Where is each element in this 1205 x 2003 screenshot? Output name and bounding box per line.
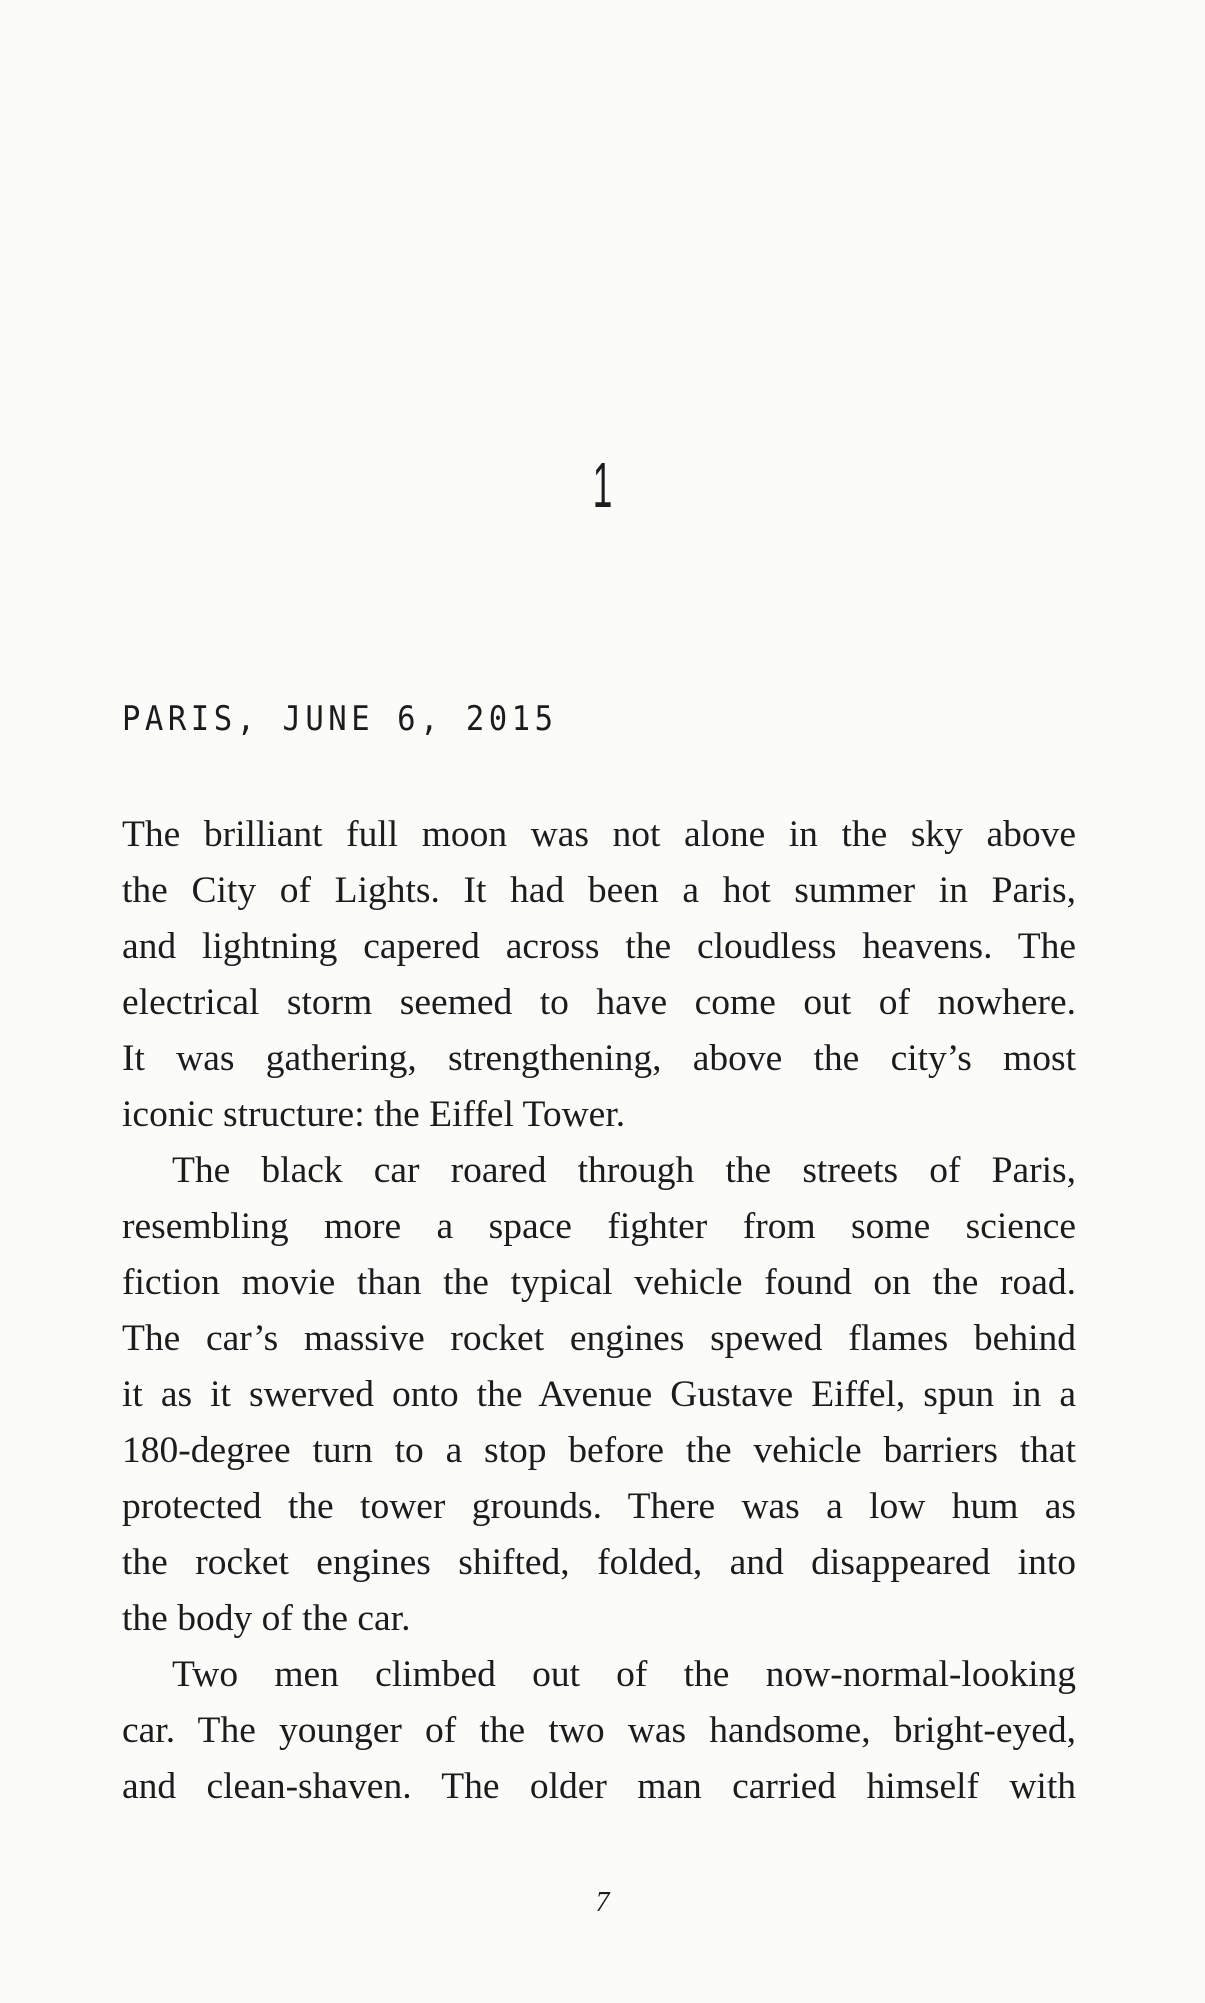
page-number: 7: [595, 1887, 610, 1918]
text-line: protected the tower grounds. There was a low hum as: [122, 1486, 1076, 1527]
text-line: electrical storm seemed to have come out of nowhere.: [122, 982, 1076, 1023]
text-line: car. The younger of the two was handsome, bright-eyed,: [122, 1710, 1076, 1751]
paragraph-1: [122, 807, 1076, 1143]
text-line: iconic structure: the Eiffel Tower.: [122, 1094, 626, 1135]
chapter-number: 1: [592, 449, 613, 521]
text-line: the rocket engines shifted, folded, and disappeared into: [122, 1542, 1076, 1583]
text-line: fiction movie than the typical vehicle found on the road.: [122, 1262, 1076, 1303]
text-line: It was gathering, strengthening, above the city’s most: [122, 1038, 1076, 1079]
body-text: [122, 807, 1076, 1815]
text-line: and clean-shaven. The older man carried himself with: [122, 1766, 1076, 1807]
text-line: and lightning capered across the cloudless heavens. The: [122, 926, 1076, 967]
text-line: 180-degree turn to a stop before the vehicle barriers that: [122, 1430, 1076, 1471]
paragraph-2: [122, 1143, 1076, 1647]
text-line: resembling more a space fighter from some science: [122, 1206, 1076, 1247]
paragraph-3: [122, 1647, 1076, 1815]
chapter-dateline: PARIS, JUNE 6, 2015: [122, 699, 558, 739]
text-line: it as it swerved onto the Avenue Gustave Eiffel, spun in a: [122, 1374, 1076, 1415]
text-line: the City of Lights. It had been a hot summer in Paris,: [122, 870, 1076, 911]
text-line: The black car roared through the streets of Paris,: [172, 1150, 1076, 1191]
text-line: The car’s massive rocket engines spewed flames behind: [122, 1318, 1076, 1359]
text-line: Two men climbed out of the now-normal-looking: [172, 1654, 1076, 1695]
text-line: The brilliant full moon was not alone in the sky above: [122, 814, 1076, 855]
text-line: the body of the car.: [122, 1598, 411, 1639]
